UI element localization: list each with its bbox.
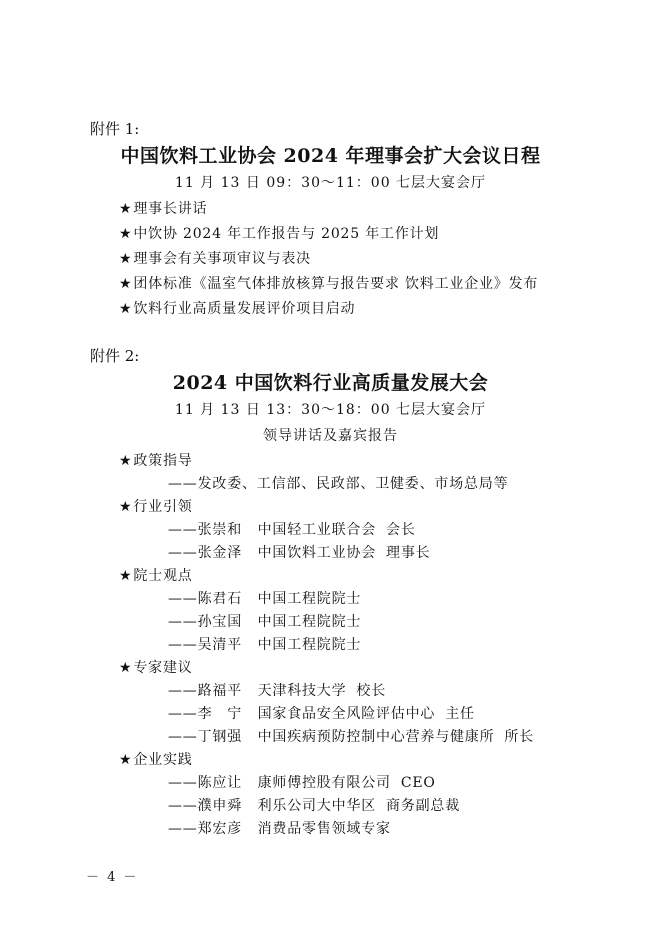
speaker-org: 中国饮料工业协会 — [257, 545, 377, 561]
star-icon: ★ — [119, 568, 133, 584]
group-heading — [119, 450, 193, 470]
agenda-item-text: 中饮协 2024 年工作报告与 2025 年工作计划 — [133, 226, 440, 242]
attachment2-time-place: 11 月 13 日 13：30～18：00 七层大宴会厅 — [174, 402, 487, 418]
speaker-role: 校长 — [356, 683, 387, 699]
dash: —— — [168, 637, 198, 653]
dash: —— — [168, 522, 198, 538]
speaker-row — [168, 634, 361, 654]
speaker-role: 所长 — [504, 729, 535, 745]
speaker-row — [168, 680, 386, 700]
group-title: 行业引领 — [133, 499, 193, 515]
dash: —— — [168, 798, 198, 814]
speaker-row — [168, 542, 430, 562]
speaker-org: 中国工程院院士 — [257, 637, 362, 653]
group-heading — [119, 657, 193, 677]
group-title: 院士观点 — [133, 568, 193, 584]
speaker-role: 主任 — [445, 706, 475, 722]
page-number: － 4 － — [86, 870, 139, 885]
group-title: 企业实践 — [133, 752, 193, 768]
speaker-org: 国家食品安全风险评估中心 — [257, 706, 436, 722]
speaker-row — [168, 795, 460, 815]
group-heading — [119, 565, 193, 585]
speaker-name: 路福平 — [197, 683, 243, 699]
speaker-row — [168, 519, 416, 539]
star-icon: ★ — [119, 226, 133, 242]
dash: —— — [168, 614, 198, 630]
dash: —— — [168, 729, 198, 745]
agenda-item — [119, 198, 207, 218]
speaker-name: 陈应让 — [197, 775, 243, 791]
group-heading — [119, 749, 193, 769]
speaker-name: 张崇和 — [197, 522, 243, 538]
dash: —— — [168, 775, 198, 791]
attachment1-label: 附件 1: — [90, 120, 140, 138]
speaker-org: 中国工程院院士 — [257, 614, 362, 630]
speaker-row — [168, 611, 361, 631]
speaker-role: 商务副总裁 — [386, 798, 461, 814]
agenda-item-text: 理事会有关事项审议与表决 — [133, 251, 311, 267]
star-icon: ★ — [119, 301, 133, 317]
speaker-org: 消费品零售领域专家 — [257, 821, 391, 837]
dash: —— — [168, 476, 198, 492]
attachment1-title: 中国饮料工业协会 2024 年理事会扩大会议日程 — [120, 145, 541, 167]
speaker-org: 利乐公司大中华区 — [257, 798, 377, 814]
agenda-item-text: 理事长讲话 — [133, 201, 208, 217]
speaker-role: 会长 — [386, 522, 416, 538]
attachment2-label: 附件 2: — [90, 347, 140, 365]
star-icon: ★ — [119, 276, 133, 292]
agenda-item — [119, 298, 355, 318]
speaker-row — [168, 703, 475, 723]
speaker-org: 中国疾病预防控制中心营养与健康所 — [257, 729, 495, 745]
speaker-org: 康师傅控股有限公司 — [257, 775, 391, 791]
speaker-org: 天津科技大学 — [257, 683, 347, 699]
speaker-name: 吴清平 — [197, 637, 243, 653]
agenda-item — [119, 273, 538, 293]
speaker-row — [168, 772, 436, 792]
dash: —— — [168, 821, 198, 837]
group-heading — [119, 496, 193, 516]
speaker-role: CEO — [400, 775, 436, 791]
star-icon: ★ — [119, 453, 133, 469]
agenda-item-text: 饮料行业高质量发展评价项目启动 — [133, 301, 356, 317]
speaker-name: 李 宁 — [197, 706, 243, 722]
speaker-row — [168, 473, 508, 493]
agenda-item — [119, 223, 439, 243]
dash: —— — [168, 706, 198, 722]
dash: —— — [168, 545, 198, 561]
attachment1-time-place: 11 月 13 日 09：30～11：00 七层大宴会厅 — [174, 175, 487, 191]
star-icon: ★ — [119, 499, 133, 515]
section-title: 领导讲话及嘉宾报告 — [263, 428, 398, 444]
speaker-row — [168, 818, 391, 838]
speaker-org: 中国工程院院士 — [257, 591, 362, 607]
dash: —— — [168, 683, 198, 699]
speaker-name: 陈君石 — [197, 591, 243, 607]
speaker-role: 理事长 — [386, 545, 431, 561]
star-icon: ★ — [119, 660, 133, 676]
speaker-name: 濮申舜 — [197, 798, 243, 814]
star-icon: ★ — [119, 251, 133, 267]
speaker-org: 中国轻工业联合会 — [257, 522, 377, 538]
speaker-name: 郑宏彦 — [197, 821, 243, 837]
group-title: 专家建议 — [133, 660, 193, 676]
star-icon: ★ — [119, 752, 133, 768]
agenda-item-text: 团体标准《温室气体排放核算与报告要求 饮料工业企业》发布 — [133, 276, 539, 292]
speaker-name: 发改委、工信部、民政部、卫健委、市场总局等 — [197, 476, 509, 492]
speaker-name: 张金泽 — [197, 545, 243, 561]
speaker-row — [168, 726, 534, 746]
star-icon: ★ — [119, 201, 133, 217]
group-title: 政策指导 — [133, 453, 193, 469]
attachment2-title: 2024 中国饮料行业高质量发展大会 — [172, 372, 489, 394]
dash: —— — [168, 591, 198, 607]
agenda-item — [119, 248, 311, 268]
speaker-name: 孙宝国 — [197, 614, 243, 630]
speaker-name: 丁钢强 — [197, 729, 243, 745]
speaker-row — [168, 588, 361, 608]
